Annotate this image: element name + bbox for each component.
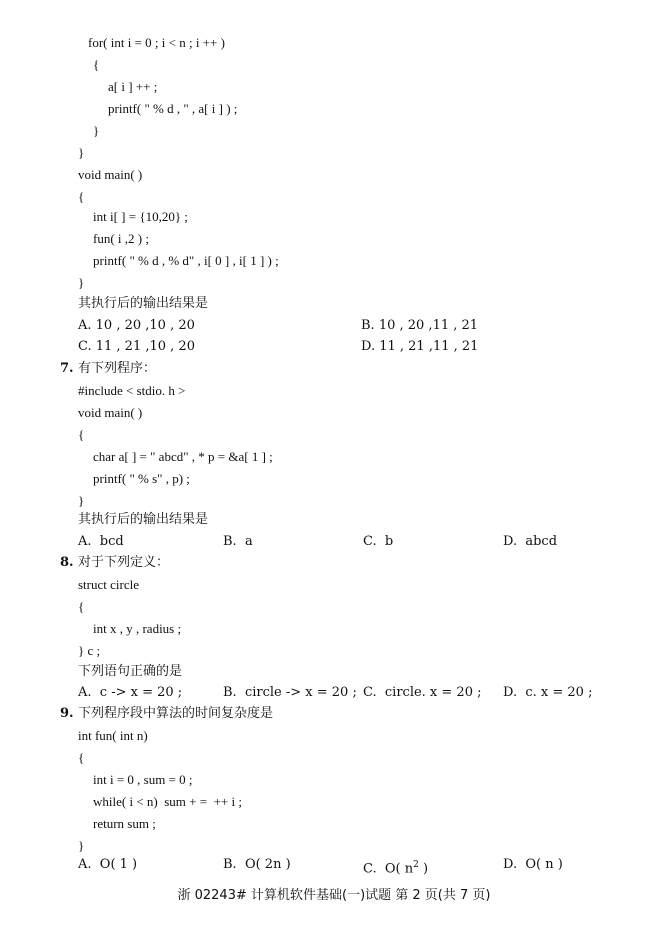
option-c: C. circle. x = 20 ;: [363, 685, 482, 700]
option-b: B. a: [223, 534, 253, 549]
code-line: }: [78, 275, 85, 290]
code-line: printf( " % s" , p) ;: [93, 471, 190, 486]
question-number: 7.: [60, 361, 74, 376]
option-b: B. circle -> x = 20 ;: [223, 685, 357, 700]
question-prompt: 其执行后的输出结果是: [78, 512, 209, 527]
option-a: A. c -> x = 20 ;: [78, 685, 183, 700]
question-prompt: 其执行后的输出结果是: [78, 296, 209, 311]
code-line: void main( ): [78, 167, 143, 182]
code-line: #include < stdio. h >: [78, 383, 186, 398]
code-line: printf( " % d , % d" , i[ 0 ] , i[ 1 ] ) ;: [93, 253, 279, 268]
option-c: [363, 857, 428, 877]
option-d: D. c. x = 20 ;: [503, 685, 593, 700]
code-line: {: [93, 57, 100, 72]
option-c: C. 11 , 21 ,10 , 20: [78, 339, 195, 354]
code-line: {: [78, 427, 85, 442]
code-line: for( int i = 0 ; i < n ; i ++ ): [88, 35, 225, 50]
code-line: } c ;: [78, 643, 101, 658]
question-number: 8.: [60, 555, 74, 570]
code-line: {: [78, 599, 85, 614]
code-line: a[ i ] ++ ;: [108, 79, 158, 94]
option-d: D. abcd: [503, 534, 558, 549]
option-c: C. b: [363, 534, 394, 549]
code-line: while( i < n) sum + = ++ i ;: [93, 794, 242, 809]
option-a: A. O( 1 ): [78, 857, 138, 872]
code-line: int i[ ] = {10,20} ;: [93, 209, 188, 224]
option-d: D. O( n ): [503, 857, 563, 872]
code-line: int i = 0 , sum = 0 ;: [93, 772, 193, 787]
question-prompt: 下列语句正确的是: [78, 664, 183, 679]
question-title: 有下列程序：: [78, 361, 157, 376]
option-b: B. 10 , 20 ,11 , 21: [361, 318, 479, 333]
option-c-tail: ): [418, 861, 429, 877]
code-line: int x , y , radius ;: [93, 621, 182, 636]
option-d: D. 11 , 21 ,11 , 21: [361, 339, 479, 354]
code-line: printf( " % d , " , a[ i ] ) ;: [108, 101, 238, 116]
code-line: }: [78, 493, 85, 508]
option-c-exponent: 2: [413, 860, 419, 870]
code-line: {: [78, 189, 85, 204]
option-a: A. 10 , 20 ,10 , 20: [78, 318, 195, 333]
option-a: A. bcd: [78, 534, 124, 549]
code-line: void main( ): [78, 405, 143, 420]
question-number: 9.: [60, 706, 74, 721]
option-b: B. O( 2n ): [223, 857, 291, 872]
code-line: }: [78, 838, 85, 853]
code-line: {: [78, 750, 85, 765]
question-title: 对于下列定义：: [78, 555, 170, 570]
code-line: fun( i ,2 ) ;: [93, 231, 149, 246]
code-line: char a[ ] = " abcd" , * p = &a[ 1 ] ;: [93, 449, 273, 464]
option-c-text: C. O( n: [363, 861, 414, 877]
code-line: struct circle: [78, 577, 139, 592]
code-line: return sum ;: [93, 816, 156, 831]
question-title: 下列程序段中算法的时间复杂度是: [78, 706, 274, 721]
code-line: int fun( int n): [78, 728, 148, 743]
code-line: }: [78, 145, 85, 160]
code-line: }: [93, 123, 100, 138]
page-footer: 浙 02243# 计算机软件基础(一)试题 第 2 页(共 7 页): [177, 888, 491, 903]
